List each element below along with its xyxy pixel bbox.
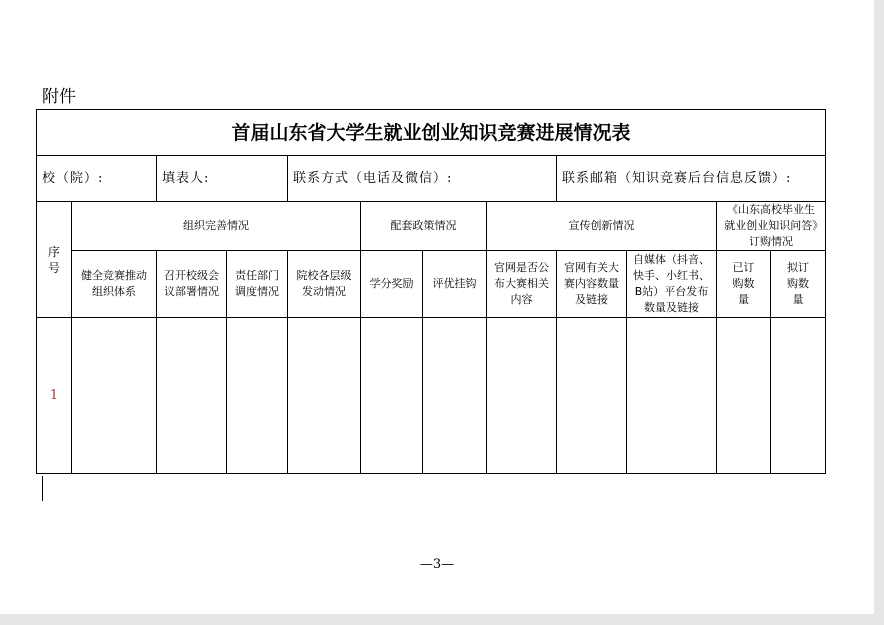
page-number: —3— [419,557,455,572]
cell[interactable] [72,318,157,474]
cell[interactable] [717,318,771,474]
cell[interactable] [288,318,361,474]
column-header: 召开校级会议部署情况 [157,251,227,318]
column-header: 自媒体（抖音、快手、小红书、B站）平台发布数量及链接 [627,251,717,318]
cell[interactable] [423,318,487,474]
table-row [37,318,826,474]
cell[interactable] [227,318,288,474]
column-header: 健全竞赛推动组织体系 [72,251,157,318]
group-header: 配套政策情况 [361,202,487,251]
progress-table [36,109,826,474]
group-header: 《山东高校毕业生就业创业知识问答》订购情况 [717,202,826,251]
column-header: 官网有关大赛内容数量及链接 [557,251,627,318]
column-header: 已订购数量 [717,251,771,318]
column-header: 院校各层级发动情况 [288,251,361,318]
email-field[interactable]: 联系邮箱（知识竞赛后台信息反馈）: [557,156,826,202]
cell[interactable] [487,318,557,474]
row-seq: 1 [37,318,72,474]
seq-header: 序号 [37,202,72,318]
attachment-label: 附件 [42,87,76,107]
filler-field[interactable]: 填表人: [157,156,288,202]
cell[interactable] [627,318,717,474]
group-header: 组织完善情况 [72,202,361,251]
cell[interactable] [361,318,423,474]
column-header: 学分奖励 [361,251,423,318]
cell[interactable] [771,318,826,474]
column-header: 官网是否公布大赛相关内容 [487,251,557,318]
table-title: 首届山东省大学生就业创业知识竞赛进展情况表 [37,110,826,156]
school-field[interactable]: 校（院）: [37,156,157,202]
text-cursor [42,476,43,501]
group-header: 宣传创新情况 [487,202,717,251]
column-header: 责任部门调度情况 [227,251,288,318]
contact-field[interactable]: 联系方式（电话及微信）: [288,156,557,202]
column-header: 拟订购数量 [771,251,826,318]
cell[interactable] [557,318,627,474]
column-header: 评优挂钩 [423,251,487,318]
cell[interactable] [157,318,227,474]
